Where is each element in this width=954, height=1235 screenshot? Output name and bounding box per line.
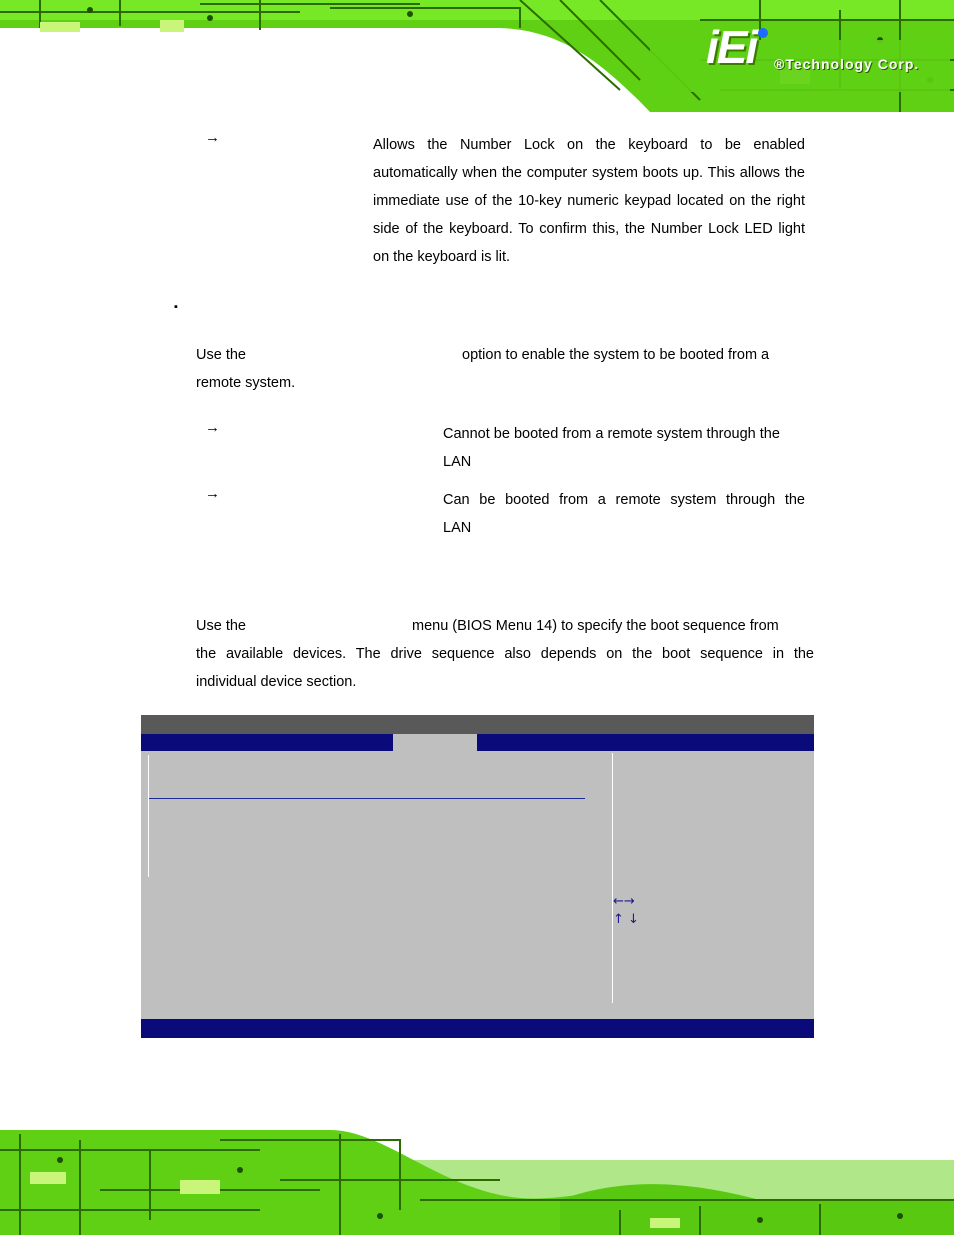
logo-text: ®Technology Corp. bbox=[774, 56, 920, 72]
lan-disabled-arrow-icon: → bbox=[205, 419, 220, 436]
company-logo bbox=[706, 21, 920, 84]
bios-left-border bbox=[148, 755, 149, 877]
lan-enabled-arrow-icon: → bbox=[205, 485, 220, 502]
boot-menu-line1-end: menu (BIOS Menu 14) to specify the boot sequence from bbox=[412, 618, 779, 634]
boot-menu-line2: the available devices. The drive sequence also depends on the boot sequence in the bbox=[196, 646, 814, 662]
bios-help-divider bbox=[612, 753, 613, 1003]
select-item-keys-icon: ↑ ↓ bbox=[613, 912, 639, 927]
bios-title-bar bbox=[141, 715, 814, 734]
bios-separator-line bbox=[149, 798, 585, 799]
lan-boot-intro-line2: remote system. bbox=[196, 375, 296, 391]
boot-menu-line1 bbox=[196, 612, 814, 640]
select-screen-keys-icon: ←→ bbox=[613, 894, 635, 909]
numlock-description: Allows the Number Lock on the keyboard to be enabled automatically when the computer system boots up. This allows the immediate use of the 10-key numeric keypad located on the right side of the keyboard. To confirm this, the Number Lock LED light on the keyboard is lit. bbox=[373, 137, 805, 265]
lan-boot-intro-start: Use the bbox=[196, 347, 246, 363]
lan-boot-intro bbox=[196, 341, 814, 369]
bios-footer-bar bbox=[141, 1019, 814, 1038]
bios-active-tab bbox=[393, 734, 477, 751]
lan-disabled-description-line1: Cannot be booted from a remote system through the bbox=[443, 426, 780, 442]
lan-disabled-description-line2: LAN bbox=[443, 454, 472, 470]
logo-mark: iEi bbox=[706, 21, 757, 73]
lan-enabled-description-line1: Can be booted from a remote system through the bbox=[443, 492, 805, 508]
footer-banner bbox=[0, 1120, 954, 1235]
boot-menu-line1-start: Use the bbox=[196, 618, 246, 634]
bios-menu-screenshot bbox=[141, 715, 814, 1038]
circuit-board-graphic-footer bbox=[0, 1120, 954, 1235]
numlock-arrow-icon: → bbox=[205, 129, 220, 146]
section-bullet: ▪ bbox=[174, 301, 178, 313]
header-banner bbox=[0, 0, 954, 112]
lan-boot-intro-end: option to enable the system to be booted from a bbox=[462, 347, 770, 363]
bios-menu-tabs bbox=[141, 734, 814, 751]
lan-enabled-description-line2: LAN bbox=[443, 520, 472, 536]
boot-menu-line3: individual device section. bbox=[196, 674, 357, 690]
logo-dot bbox=[758, 28, 768, 38]
